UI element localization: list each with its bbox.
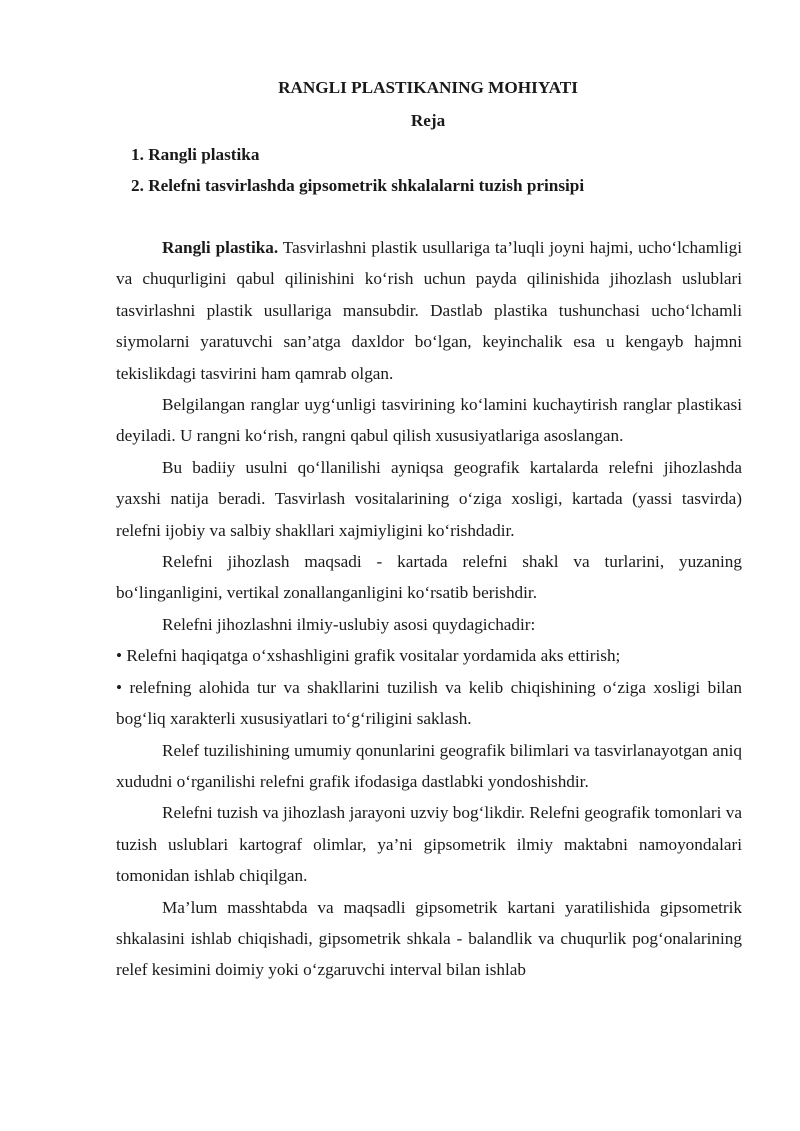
paragraph-7: Relefni tuzish va jihozlash jarayoni uzviy bog‘likdir. Relefni geografik tomonlari va tuzish uslublari kartograf olimlar, ya’ni gipsometrik ilmiy maktabni namoyondalari tomonidan ishlab chiqilgan. [116,803,742,886]
paragraph-4: Relefni jihozlash maqsadi - kartada relefni shakl va turlarini, yuzaning bo‘linganligini, vertikal zonallanganligini ko‘rsatib berishdir. [116,552,742,603]
paragraph-8: Ma’lum masshtabda va maqsadli gipsometrik kartani yaratilishida gipsometrik shkalasini ishlab chiqishadi, gipsometrik shkala - balandlik va chuqurlik pog‘onalarining relef kesimini doimiy yoki o‘zgaruvchi interval bilan ishlab [116,897,742,980]
bullet-item-1: • Relefni haqiqatga o‘xshashligini grafik vositalar yordamida aks ettirish; [116,646,621,666]
plan-item-2: 2. Relefni tasvirlashda gipsometrik shkalalarni tuzish prinsipi [131,176,585,195]
plan-item-1: 1. Rangli plastika [131,145,260,164]
document-body [116,232,742,986]
paragraph-3: Bu badiiy usulni qo‘llanilishi ayniqsa geografik kartalarda relefni jihozlashda yaxshi natija beradi. Tasvirlash vositalarining o‘ziga xosligi, kartada (yassi tasvirda) relefni ijobiy va salbiy shakllari xajmiyligini ko‘rishdadir. [116,457,742,540]
paragraph-2: Belgilangan ranglar uyg‘unligi tasvirining ko‘lamini kuchaytirish ranglar plastikasi deyiladi. U rangni ko‘rish, rangni qabul qilish xususiyatlariga asoslangan. [116,395,742,446]
paragraph-1 [116,232,742,389]
paragraph-6: Relef tuzilishining umumiy qonunlarini geografik bilimlari va tasvirlanayotgan aniq xududni o‘rganilishi relefni grafik ifodasiga dastlabki yondoshishdir. [116,740,742,791]
page-subtitle: Reja [410,111,446,130]
paragraph-5: Relefni jihozlashni ilmiy-uslubiy asosi quydagichadir: [162,614,536,634]
paragraph-1-text: Tasvirlashni plastik usullariga ta’luqli joyni hajmi, ucho‘lchamligi va chuqurligini qabul qilinishini ko‘rish uchun payda qilinishida jihozlash uslublari tasvirlashni plastik usullariga mansubdir. Dastlab plastika tushunchasi ucho‘lchamli siymolarni yaratuvchi san’atga daxldor bo‘lgan, keyinchalik esa u kengayb hajmni tekislikdagi tasvirini ham qamrab olgan. [116,238,742,383]
bullet-item-2: • relefning alohida tur va shakllarini tuzilish va kelib chiqishining o‘ziga xosligi bilan bog‘liq xarakterli xususiyatlari to‘g‘riligini saklash. [116,677,742,729]
page-title: RANGLI PLASTIKANING MOHIYATI [278,78,578,97]
lead-term: Rangli plastika. [162,238,279,257]
